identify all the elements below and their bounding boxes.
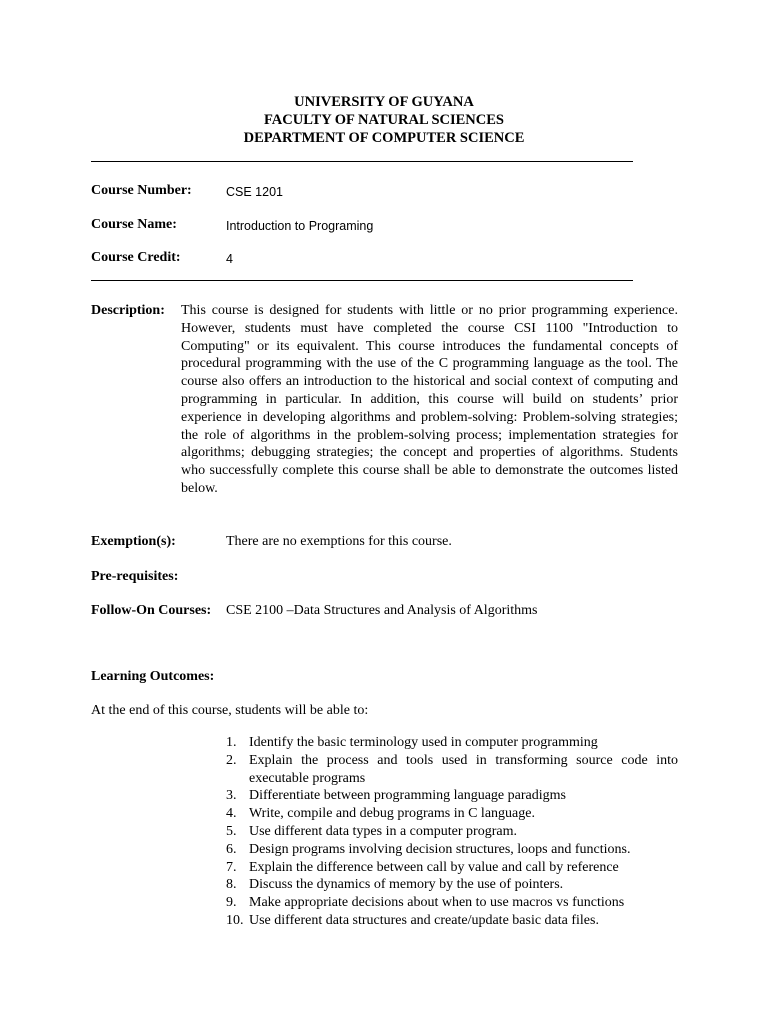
- follow-on-value: CSE 2100 –Data Structures and Analysis of Algorithms: [226, 603, 538, 618]
- list-item-number: 8.: [226, 877, 237, 893]
- list-item-text: Use different data structures and create/update basic data files.: [249, 912, 599, 928]
- list-item: [226, 912, 678, 930]
- list-item: [226, 876, 678, 894]
- list-item-number: 3.: [226, 788, 237, 804]
- list-item-text: Use different data types in a computer program.: [249, 823, 517, 839]
- list-item-text: Identify the basic terminology used in computer programming: [249, 735, 598, 750]
- list-item: [226, 734, 678, 752]
- list-item: [226, 894, 678, 912]
- list-item-text: Explain the difference between call by value and call by reference: [249, 859, 619, 875]
- course-name-label: Course Name:: [91, 217, 177, 232]
- university-title: UNIVERSITY OF GUYANA: [294, 94, 474, 110]
- list-item-number: 4.: [226, 806, 237, 822]
- list-item-text: Explain the process and tools used in transforming source code into executable programs: [249, 752, 678, 786]
- list-item-number: 10.: [226, 912, 244, 928]
- list-item-text: Make appropriate decisions about when to use macros vs functions: [249, 895, 625, 911]
- list-item: [226, 805, 678, 823]
- list-item-number: 6.: [226, 841, 237, 857]
- list-item-text: Discuss the dynamics of memory by the use of pointers.: [249, 877, 564, 893]
- list-item: [226, 859, 678, 877]
- course-credit-label: Course Credit:: [91, 250, 181, 265]
- course-number-value: CSE 1201: [226, 185, 283, 199]
- list-item: [226, 752, 678, 788]
- description-label: Description:: [91, 303, 165, 318]
- learning-outcomes-list: [226, 734, 678, 930]
- course-number-label: Course Number:: [91, 183, 192, 198]
- list-item: [226, 823, 678, 841]
- learning-outcomes-heading: Learning Outcomes:: [91, 669, 215, 684]
- department-title: DEPARTMENT OF COMPUTER SCIENCE: [243, 130, 525, 146]
- course-name-value: Introduction to Programing: [226, 219, 374, 233]
- prerequisites-label: Pre-requisites:: [91, 569, 179, 584]
- list-item-number: 1.: [226, 735, 237, 750]
- learning-outcomes-intro: At the end of this course, students will be able to:: [91, 703, 369, 718]
- list-item-number: 2.: [226, 752, 237, 768]
- follow-on-label: Follow-On Courses:: [91, 603, 212, 618]
- list-item-number: 9.: [226, 895, 237, 911]
- list-item: [226, 841, 678, 859]
- divider-top: [91, 161, 633, 162]
- faculty-title: FACULTY OF NATURAL SCIENCES: [264, 112, 504, 128]
- list-item-number: 5.: [226, 823, 237, 839]
- list-item: [226, 787, 678, 805]
- course-credit-value: 4: [226, 252, 233, 266]
- description-text: This course is designed for students with little or no prior programming experience. However, students must have completed the course CSI 1100 "Introduction to Computing" or its equivalent. This course introduces the fundamental concepts of procedural programming with the use of the C programming language as the tool. The course also offers an introduction to the historical and social context of computing and programming in particular. In addition, this course will build on students’ prior experience in developing algorithms and problem-solving: Problem-solving strategies; the role of algorithms in the problem-solving process; implementation strategies for algorithms; debugging strategies; the concept and properties of algorithms. Students who successfully complete this course shall be able to demonstrate the outcomes listed below.: [181, 303, 678, 496]
- list-item-text: Differentiate between programming language paradigms: [249, 788, 566, 804]
- divider-bottom: [91, 280, 633, 281]
- exemptions-value: There are no exemptions for this course.: [226, 534, 452, 549]
- list-item-text: Write, compile and debug programs in C language.: [249, 806, 535, 822]
- exemptions-label: Exemption(s):: [91, 534, 176, 549]
- list-item-text: Design programs involving decision structures, loops and functions.: [249, 841, 631, 857]
- list-item-number: 7.: [226, 859, 237, 875]
- document-header: [0, 93, 768, 147]
